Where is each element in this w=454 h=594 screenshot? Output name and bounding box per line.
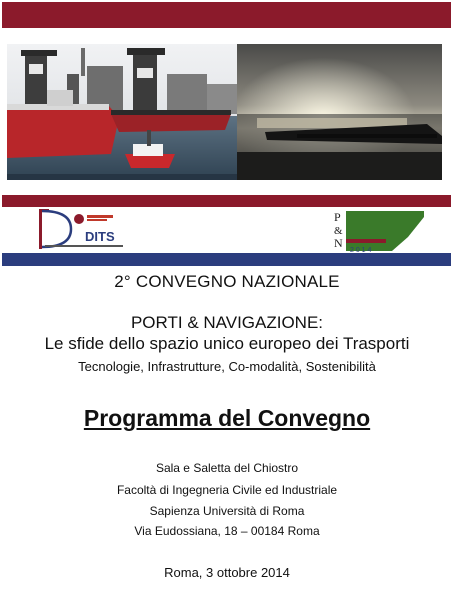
pn2014-letter-p: P [334,210,341,224]
event-date: Roma, 3 ottobre 2014 [164,565,290,580]
middle-color-band [2,195,451,207]
dits-logo [35,207,125,253]
venue-room: Sala e Saletta del Chiostro [155,461,299,475]
pn2014-year: 2 0 1 4 [350,247,372,253]
conference-title-line1: PORTI & NAVIGAZIONE: [130,313,324,332]
pn2014-logo [332,207,424,253]
top-color-band [2,2,451,28]
venue-faculty: Facoltà di Ingegneria Civile ed Industriale [116,483,338,497]
dits-logo-text: DITS [85,229,115,244]
harbor-sunset-photo [237,44,442,180]
conference-edition: 2° CONVEGNO NAZIONALE [114,272,340,291]
logo-bar [2,207,451,253]
program-title: Programma del Convegno [83,405,371,431]
pn2014-letter-n: N [334,236,343,250]
conference-topics: Tecnologie, Infrastrutture, Co-modalità, Sostenibilità [78,359,376,374]
header-photo-strip [7,44,442,180]
venue-address: Via Eudossiana, 18 – 00184 Roma [134,524,320,538]
pn2014-letter-amp: & [334,225,343,237]
port-cranes-photo [7,44,237,180]
blue-color-band [2,253,451,266]
venue-university: Sapienza Università di Roma [149,504,305,518]
conference-title-line2: Le sfide dello spazio unico europeo dei Trasporti [44,334,410,353]
